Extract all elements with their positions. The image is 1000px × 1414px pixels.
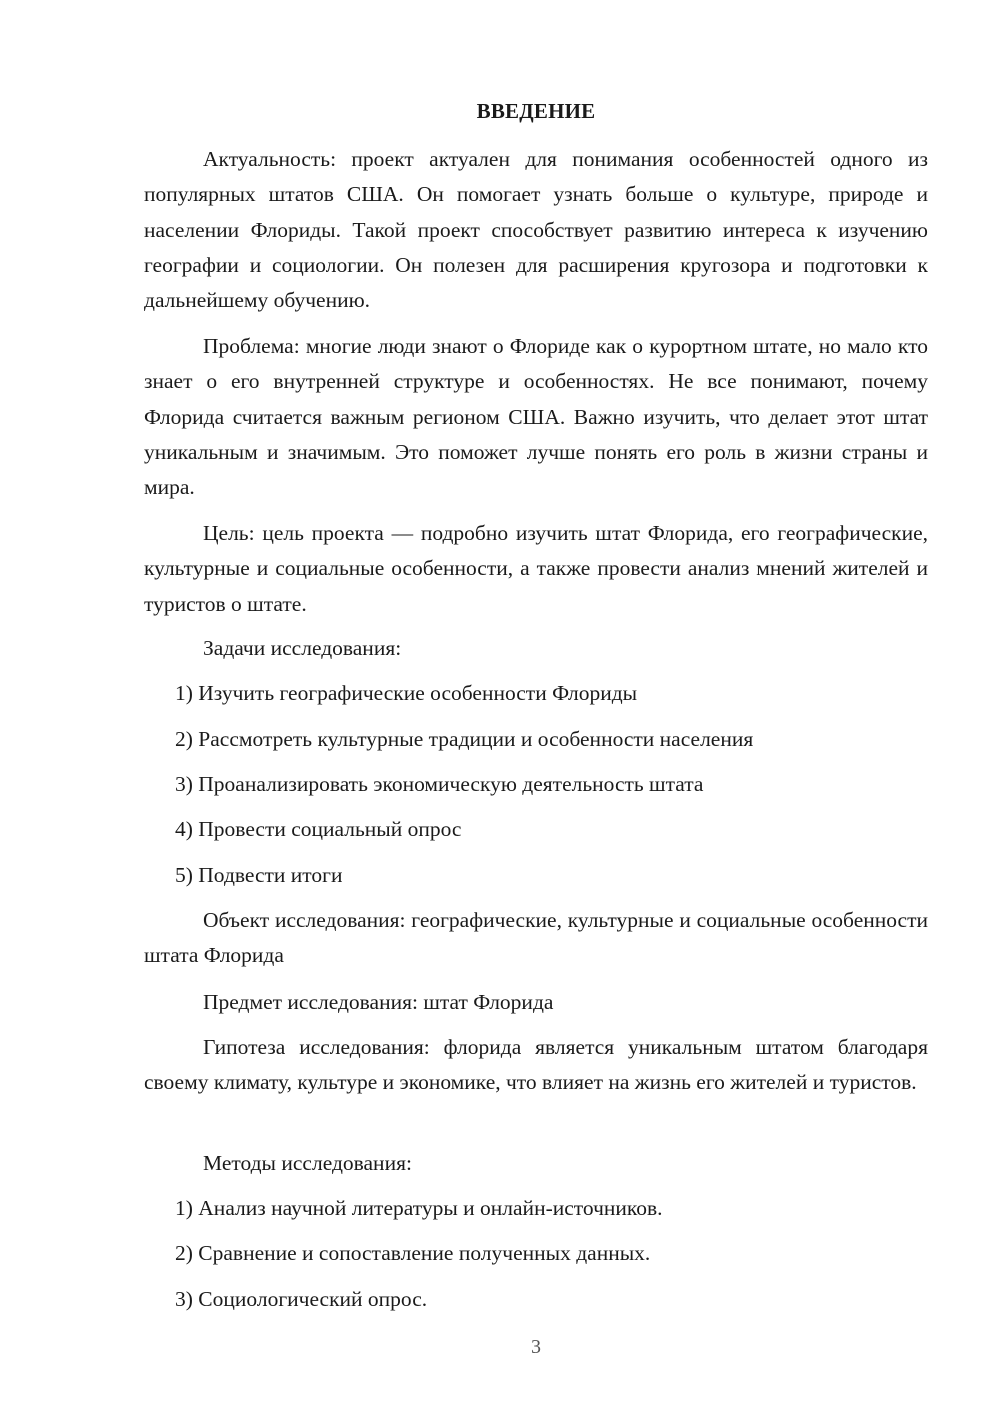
hypothesis-paragraph: Гипотеза исследования: флорида является уникальным штатом благодаря своему климату, культуре и экономике, что влияет на жизнь его жителей и туристов.: [144, 1035, 928, 1095]
relevance-paragraph: Актуальность: проект актуален для понимания особенностей одного из популярных штатов США. Он помогает узнать больше о культуре, природе и населении Флориды. Такой проект способствует развитию интереса к изучению географии и социологии. Он полезен для расширения кругозора и подготовки к дальнейшему обучению.: [144, 147, 928, 313]
methods-title: Методы исследования:: [203, 1151, 412, 1175]
method-item-3: 3) Социологический опрос.: [175, 1287, 428, 1311]
object-paragraph: Объект исследования: географические, культурные и социальные особенности штата Флорида: [144, 908, 928, 968]
goal-paragraph: Цель: цель проекта — подробно изучить штат Флорида, его географические, культурные и социальные особенности, а также провести анализ мнений жителей и туристов о штате.: [144, 521, 928, 616]
task-item-4: 4) Провести социальный опрос: [175, 817, 462, 841]
tasks-title: Задачи исследования:: [203, 636, 402, 660]
page-number: 3: [531, 1336, 541, 1358]
task-item-3: 3) Проанализировать экономическую деятельность штата: [175, 772, 704, 796]
document-page: [144, 0, 928, 1414]
problem-paragraph: Проблема: многие люди знают о Флориде как о курортном штате, но мало кто знает о его внутренней структуре и особенностях. Не все понимают, почему Флорида считается важным регионом США. Важно изучить, что делает этот штат уникальным и значимым. Это поможет лучше понять его роль в жизни страны и мира.: [144, 334, 928, 500]
method-item-2: 2) Сравнение и сопоставление полученных данных.: [175, 1241, 651, 1265]
page-title: ВВЕДЕНИЕ: [476, 99, 596, 123]
task-item-2: 2) Рассмотреть культурные традиции и особенности населения: [175, 727, 754, 751]
subject-paragraph: Предмет исследования: штат Флорида: [203, 990, 554, 1014]
task-item-1: 1) Изучить географические особенности Флориды: [175, 681, 638, 705]
method-item-1: 1) Анализ научной литературы и онлайн-источников.: [175, 1196, 663, 1220]
task-item-5: 5) Подвести итоги: [175, 863, 343, 887]
